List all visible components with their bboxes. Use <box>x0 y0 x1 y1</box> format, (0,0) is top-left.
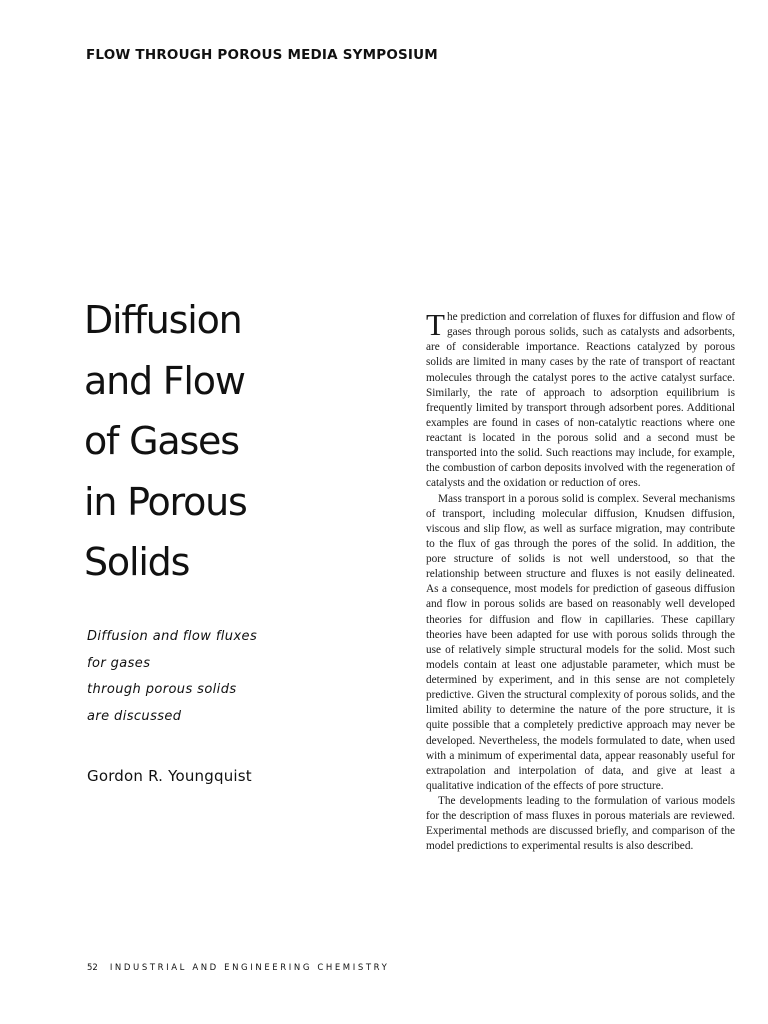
drop-cap: T <box>426 307 445 342</box>
article-title <box>84 290 247 593</box>
article-subtitle <box>87 624 257 730</box>
body-paragraph-3: The developments leading to the formulation of various models for the description of mass fluxes in porous materials are reviewed. Experimental methods are discussed briefly, and comparison of the model predictions to experimental results is also described. <box>426 795 735 853</box>
page-number: 52 <box>87 963 98 973</box>
subtitle-line: for gases <box>87 655 151 671</box>
title-line: Diffusion <box>84 298 242 342</box>
body-paragraph-2: Mass transport in a porous solid is complex. Several mechanisms of transport, including molecular diffusion, Knudsen diffusion, viscous and slip flow, as well as surface migration, may contribute to the flux of gas through the pores of the solid. In addition, the pore structure of solids is not well understood, so that the relationship between structure and fluxes is not easily delineated. As a consequence, most models for prediction of gaseous diffusion and flow in porous solids are based on reasonably well developed theories for diffusion and flow in capillaries. These capillary theories have been adapted for use with porous solids through the use of relatively simple structural models for the solid. Most such models contain at least one adjustable parameter, which must be determined by experiment, and in this sense are not completely predictive. Given the structural complexity of porous solids, and the limited ability to determine the nature of the pore structure, it is quite possible that a completely predictive approach may never be developed. Nevertheless, the models formulated to date, when used with a minimum of experimental data, appear reasonably useful for extrapolation and interpolation of data, and give at least a qualitative indication of the effects of pore structure. <box>426 492 735 792</box>
section-header: FLOW THROUGH POROUS MEDIA SYMPOSIUM <box>86 47 438 63</box>
subtitle-line: Diffusion and flow fluxes <box>87 629 258 644</box>
author-name: Gordon R. Youngquist <box>87 767 252 785</box>
title-line: in Porous <box>84 479 247 524</box>
title-line: and Flow <box>84 358 245 403</box>
page-footer <box>87 963 389 973</box>
article-body <box>426 307 735 855</box>
body-paragraph-1 <box>426 307 735 492</box>
title-line: Solids <box>84 540 190 584</box>
paragraph-text: he prediction and correlation of fluxes for diffusion and flow of gases through porous solids, such as catalysts and adsorbents, are of considerable importance. Reactions catalyzed by porous solids are limited in many cases by the rate of transport of reactant molecules through the catalyst pores to the active catalyst surface. Similarly, the rate of approach to adsorption equilibrium is frequently limited by transport through adsorbent pores. Additional examples are found in cases of non-catalytic reactions where one reactant is located in the porous solid and a second must be transported into the solid. Such reactions may include, for example, the combustion of carbon deposits involved with the regeneration of catalysts and the oxidation or reduction of ores. <box>426 311 735 490</box>
journal-name: INDUSTRIAL AND ENGINEERING CHEMISTRY <box>109 963 390 973</box>
title-line: of Gases <box>84 419 239 463</box>
subtitle-line: are discussed <box>87 708 182 724</box>
subtitle-line: through porous solids <box>87 682 237 697</box>
